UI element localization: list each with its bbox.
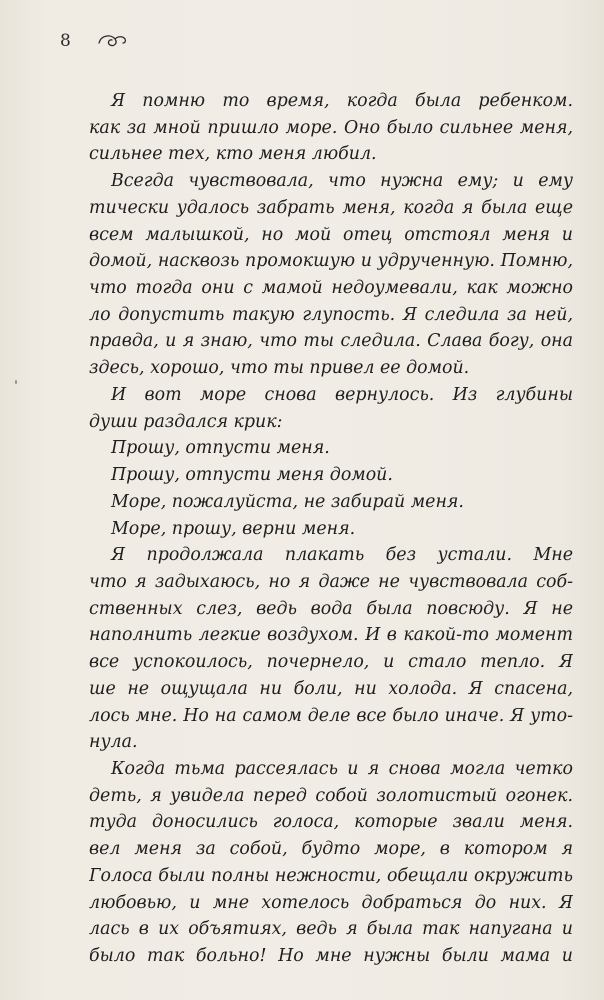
text-line: Когда тьма рассеялась и я снова могла четко bbox=[111, 758, 573, 779]
text-line: любовью, и мне хотелось добраться до них. Я bbox=[89, 892, 573, 913]
text-line: Я продолжала плакать без устали. Мне bbox=[111, 545, 573, 566]
text-line: тически удалось забрать меня, когда я была еще bbox=[89, 197, 573, 218]
text-line: души раздался крик: bbox=[89, 411, 283, 432]
text-line: лась в их объятиях, ведь я была так напугана и bbox=[89, 919, 573, 940]
text-line: нула. bbox=[89, 732, 138, 753]
body-text bbox=[89, 88, 573, 970]
text-line: всем малышкой, но мой отец отстоял меня и bbox=[89, 224, 573, 245]
text-line: домой, насквозь промокшую и удрученную. Помню, bbox=[89, 251, 573, 272]
text-line: Прошу, отпусти меня. bbox=[111, 438, 330, 459]
text-line: ло допустить такую глупость. Я следила за ней, bbox=[89, 304, 573, 325]
text-line: ственных слез, ведь вода была повсюду. Я не bbox=[89, 598, 573, 619]
text-line: все успокоилось, почернело, и стало тепло. Я bbox=[89, 652, 573, 673]
text-line: Море, прошу, верни меня. bbox=[111, 518, 356, 539]
swirl-ornament-icon bbox=[97, 31, 129, 51]
text-line: Море, пожалуйста, не забирай меня. bbox=[111, 491, 464, 512]
text-line: здесь, хорошо, что ты привел ее домой. bbox=[89, 358, 470, 379]
page-number: 8 bbox=[60, 31, 71, 51]
text-line: что тогда они с мамой недоумевали, как можно bbox=[89, 278, 573, 299]
text-line: лось мне. Но на самом деле все было иначе. Я уто- bbox=[89, 705, 573, 726]
text-line: туда доносились голоса, которые звали меня. bbox=[89, 812, 573, 833]
text-line: И вот море снова вернулось. Из глубины bbox=[111, 384, 573, 405]
text-line: деть, я увидела перед собой золотистый огонек. bbox=[89, 785, 573, 806]
text-line: вел меня за собой, будто море, в котором я bbox=[89, 839, 573, 860]
page-edge-mark bbox=[15, 380, 17, 384]
text-line: было так больно! Но мне нужны были мама и bbox=[89, 946, 573, 966]
page-header bbox=[60, 28, 129, 54]
text-line: что я задыхаюсь, но я даже не чувствовала соб- bbox=[89, 571, 573, 592]
text-line: ше не ощущала ни боли, ни холода. Я спасена, bbox=[89, 678, 573, 699]
text-line: сильнее тех, кто меня любил. bbox=[89, 144, 377, 165]
text-line: Голоса были полны нежности, обещали окружить bbox=[89, 865, 573, 886]
text-line: как за мной пришло море. Оно было сильнее меня, bbox=[89, 117, 573, 138]
text-line: Всегда чувствовала, что нужна ему; и ему bbox=[111, 171, 573, 192]
text-line: Я помню то время, когда была ребенком. bbox=[111, 91, 573, 111]
text-line: Прошу, отпусти меня домой. bbox=[111, 465, 393, 486]
text-line: правда, и я знаю, что ты следила. Слава богу, она bbox=[89, 331, 573, 352]
text-line: наполнить легкие воздухом. И в какой-то момент bbox=[89, 625, 573, 646]
